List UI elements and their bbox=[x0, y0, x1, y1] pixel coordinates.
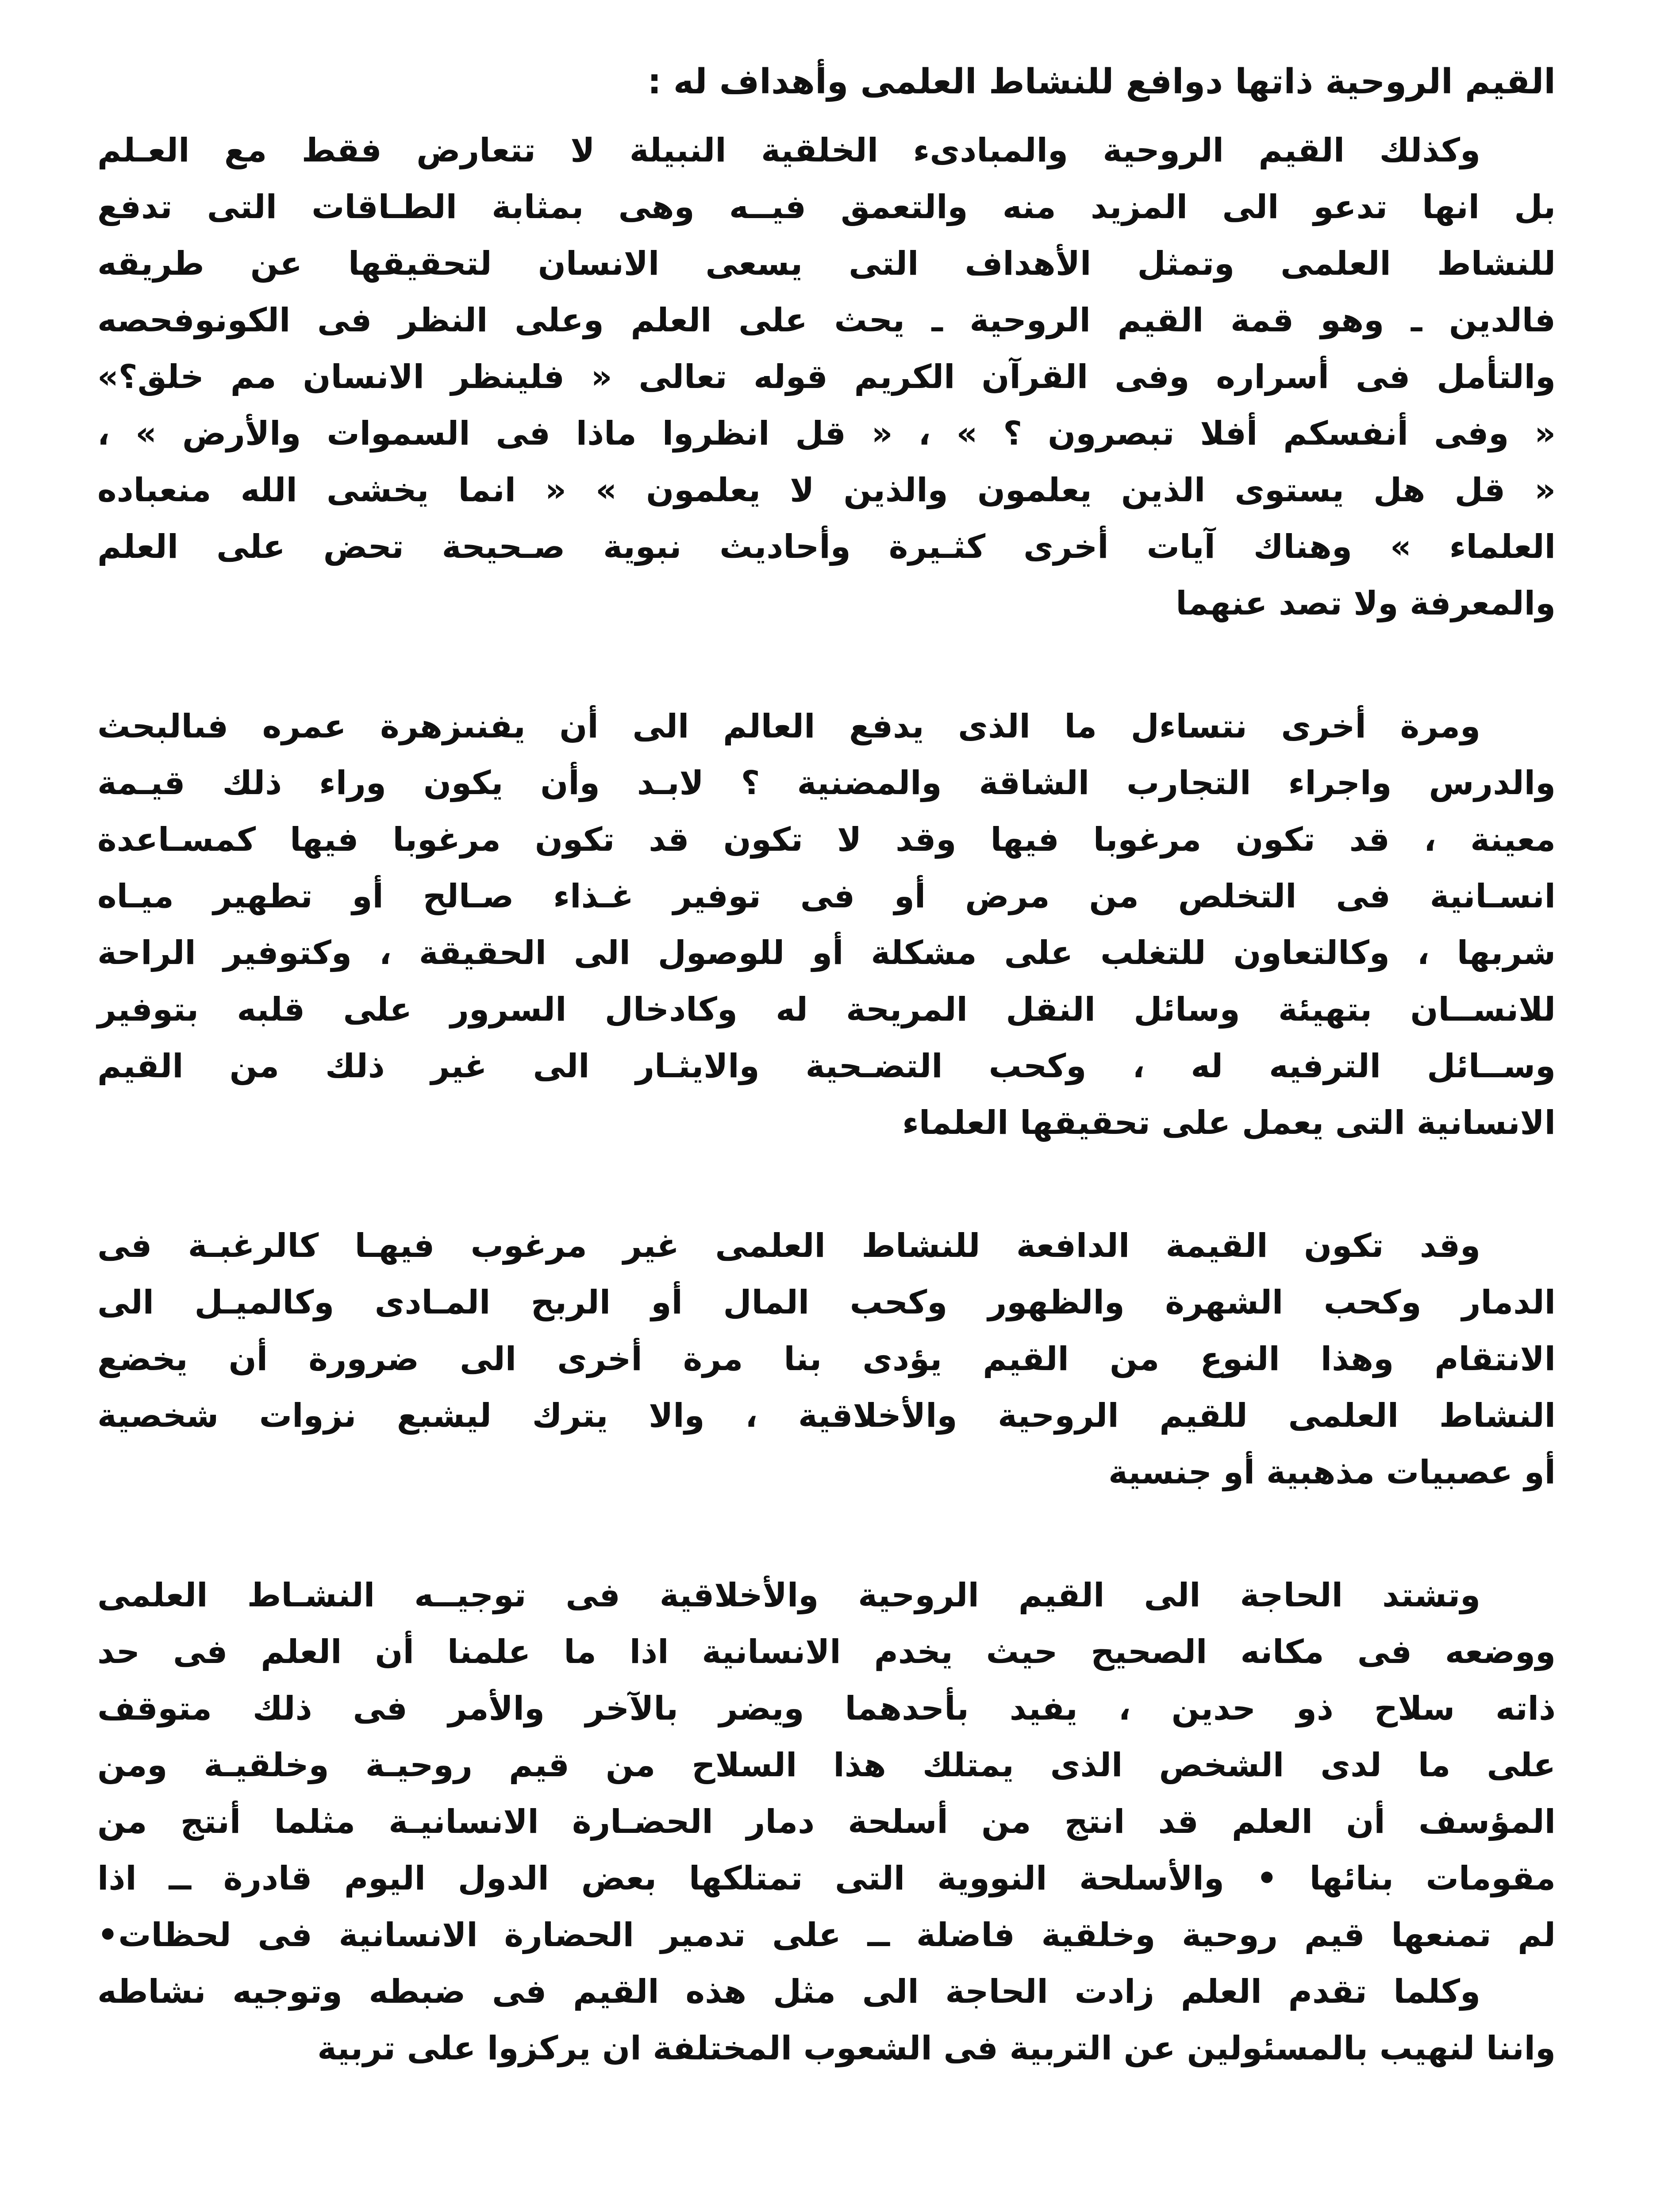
text-line: والمعرفة ولا تصد عنهما bbox=[1176, 584, 1556, 622]
text-line: النشاط العلمى للقيم الروحية والأخلاقية ، والا يترك ليشبع نزوات شخصية bbox=[97, 1397, 1556, 1435]
text-line: على ما لدى الشخص الذى يمتلك هذا السلاح من قيم روحيـة وخلقيـة ومن bbox=[97, 1746, 1556, 1784]
paragraph-2 bbox=[97, 698, 1556, 1151]
text-line: والدرس واجراء التجارب الشاقة والمضنية ؟ لابـد وأن يكون وراء ذلك قيـمة bbox=[97, 764, 1556, 802]
text-line: مقومات بنائها • والأسلحة النووية التى تمتلكها بعض الدول اليوم قادرة ــ اذا bbox=[97, 1859, 1556, 1897]
text-line: « قل هل يستوى الذين يعلمون والذين لا يعلمون » « انما يخشى الله منعباده bbox=[97, 471, 1556, 509]
text-line: وقد تكون القيمة الدافعة للنشاط العلمى غير مرغوب فيهـا كالرغبـة فى bbox=[97, 1227, 1480, 1265]
text-line: بل انها تدعو الى المزيد منه والتعمق فيــه وهى بمثابة الطـاقات التى تدفع bbox=[97, 188, 1556, 226]
paragraph-1 bbox=[97, 122, 1556, 632]
text-line: العلماء » وهناك آيات أخرى كثـيرة وأحاديث نبوية صـحيحة تحض على العلم bbox=[97, 528, 1556, 566]
paragraph-4 bbox=[97, 1567, 1556, 2077]
text-line: وكذلك القيم الروحية والمبادىء الخلقية النبيلة لا تتعارض فقط مع العـلم bbox=[97, 131, 1480, 169]
text-line: للانســان بتهيئة وسائل النقل المريحة له وكادخال السرور على قلبه بتوفير bbox=[97, 991, 1556, 1029]
text-line: الانسانية التى يعمل على تحقيقها العلماء bbox=[902, 1104, 1556, 1142]
text-line: وســائل الترفيه له ، وكحب التضـحية والايثـار الى غير ذلك من القيم bbox=[97, 1047, 1556, 1085]
text-line: للنشاط العلمى وتمثل الأهداف التى يسعى الانسان لتحقيقها عن طريقه bbox=[97, 245, 1556, 283]
text-line: وكلما تقدم العلم زادت الحاجة الى مثل هذه القيم فى ضبطه وتوجيه نشاطه bbox=[97, 1973, 1480, 2011]
text-line: شربها ، وكالتعاون للتغلب على مشكلة أو للوصول الى الحقيقة ، وكتوفير الراحة bbox=[97, 934, 1556, 972]
text-line: « وفى أنفسكم أفلا تبصرون ؟ » ، « قل انظروا ماذا فى السموات والأرض » ، bbox=[97, 415, 1556, 453]
text-line: معينة ، قد تكون مرغوبا فيها وقد لا تكون قد تكون مرغوبا فيها كمسـاعدة bbox=[97, 821, 1556, 859]
paragraph-3 bbox=[97, 1217, 1556, 1501]
text-line: انسـانية فى التخلص من مرض أو فى توفير غـذاء صـالح أو تطهير ميـاه bbox=[97, 877, 1556, 915]
text-line: أو عصبيات مذهبية أو جنسية bbox=[1108, 1453, 1556, 1491]
text-line: ذاته سلاح ذو حدين ، يفيد بأحدهما ويضر بالآخر والأمر فى ذلك متوقف bbox=[97, 1690, 1556, 1728]
text-line: فالدين ـ وهو قمة القيم الروحية ـ يحث على العلم وعلى النظر فى الكونوفحصه bbox=[97, 301, 1556, 339]
text-line: الدمار وكحب الشهرة والظهور وكحب المال أو الربح المـادى وكالميـل الى bbox=[97, 1283, 1556, 1321]
text-line: وتشتد الحاجة الى القيم الروحية والأخلاقية فى توجيــه النشـاط العلمى bbox=[97, 1576, 1480, 1614]
text-line: واننا لنهيب بالمسئولين عن التربية فى الشعوب المختلفة ان يركزوا على تربية bbox=[317, 2029, 1556, 2067]
text-line: ووضعه فى مكانه الصحيح حيث يخدم الانسانية اذا ما علمنا أن العلم فى حد bbox=[97, 1633, 1556, 1671]
text-line: الانتقام وهذا النوع من القيم يؤدى بنا مرة أخرى الى ضرورة أن يخضع bbox=[97, 1340, 1556, 1378]
text-line: والتأمل فى أسراره وفى القرآن الكريم قوله تعالى « فلينظر الانسان مم خلق؟» bbox=[97, 358, 1556, 396]
text-line: المؤسف أن العلم قد انتج من أسلحة دمار الحضـارة الانسانيـة مثلما أنتج من bbox=[97, 1803, 1556, 1841]
text-line: لم تمنعها قيم روحية وخلقية فاضلة ــ على تدمير الحضارة الانسانية فى لحظات• bbox=[97, 1916, 1556, 1954]
section-heading: القيم الروحية ذاتها دوافع للنشاط العلمى وأهداف له : bbox=[647, 62, 1556, 102]
text-line: ومرة أخرى نتساءل ما الذى يدفع العالم الى أن يفنىزهرة عمره فىالبحث bbox=[97, 707, 1480, 745]
